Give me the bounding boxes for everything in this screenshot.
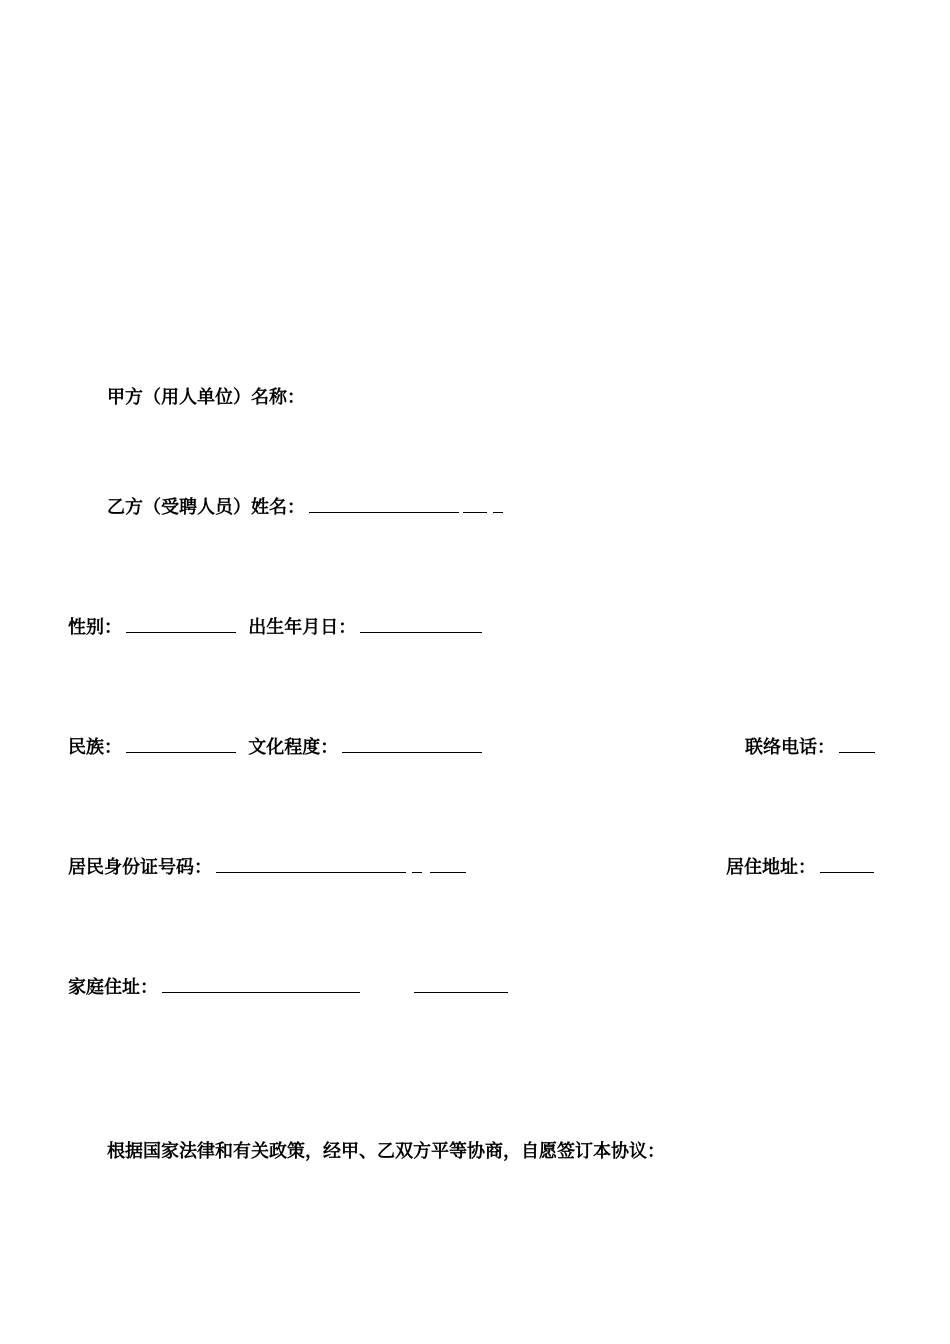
- party-b-name-field[interactable]: [309, 494, 459, 513]
- ethnicity-education-row: [68, 734, 482, 760]
- education-field[interactable]: [342, 734, 482, 753]
- education-label: 文化程度：: [248, 737, 339, 758]
- party-a-row: [107, 386, 305, 410]
- party-b-label: 乙方（受聘人员）姓名：: [107, 497, 305, 518]
- ethnicity-field[interactable]: [126, 734, 236, 753]
- preamble-row: [107, 1140, 665, 1164]
- birthdate-label: 出生年月日：: [248, 617, 357, 638]
- preamble-text: 根据国家法律和有关政策，经甲、乙双方平等协商，自愿签订本协议：: [107, 1141, 665, 1162]
- ethnicity-label: 民族：: [68, 737, 122, 758]
- id-number-row: [68, 854, 466, 880]
- gender-label: 性别：: [68, 617, 122, 638]
- home-address-field[interactable]: [162, 974, 322, 993]
- residence-row: [726, 854, 874, 880]
- id-number-field[interactable]: [216, 854, 406, 873]
- party-b-row: [107, 494, 503, 520]
- phone-label: 联络电话：: [745, 737, 835, 758]
- gender-birth-row: [68, 614, 482, 640]
- id-number-label: 居民身份证号码：: [68, 857, 212, 878]
- gender-field[interactable]: [126, 614, 236, 633]
- phone-row: [745, 734, 875, 760]
- residence-label: 居住地址：: [726, 857, 816, 878]
- home-address-row: [68, 974, 508, 1000]
- party-a-label: 甲方（用人单位）名称：: [107, 387, 305, 408]
- phone-field[interactable]: [839, 734, 875, 753]
- residence-field[interactable]: [820, 854, 874, 873]
- birthdate-field[interactable]: [360, 614, 482, 633]
- home-address-label: 家庭住址：: [68, 977, 158, 998]
